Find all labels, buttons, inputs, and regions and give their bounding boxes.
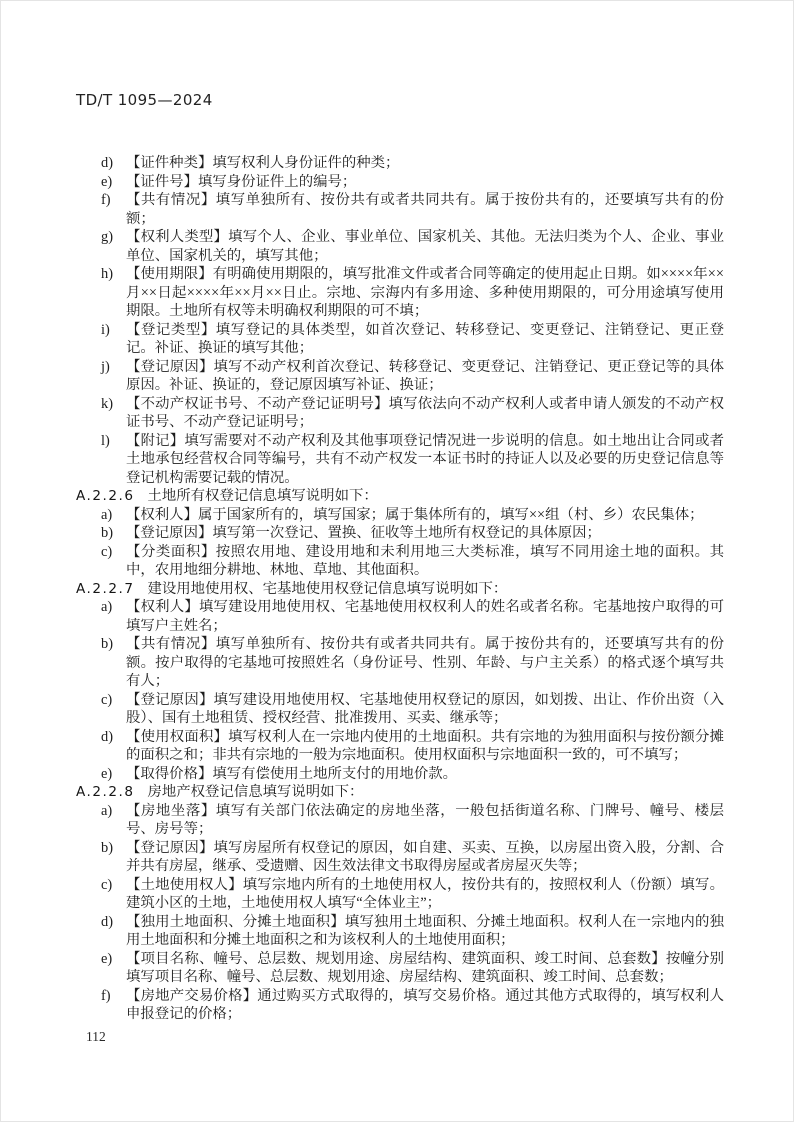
list-item	[76, 987, 724, 1024]
section-number: A.2.2.7	[76, 580, 135, 597]
list-item	[76, 432, 724, 488]
list-item-marker: a)	[101, 599, 113, 615]
list-item	[76, 913, 724, 950]
list-item	[76, 950, 724, 987]
list-item-text: 【登记原因】填写建设用地使用权、宅基地使用权登记的原因，如划拨、出让、作价出资（入股）、国有土地租赁、授权经营、批准拨用、买卖、继承等；	[126, 691, 724, 726]
list-item-marker: b)	[101, 525, 113, 541]
list-item-marker: c)	[101, 691, 113, 708]
list-item-text: 【登记类型】填写登记的具体类型，如首次登记、转移登记、变更登记、注销登记、更正登记。补证、换证的填写其他；	[126, 321, 724, 356]
list-item-marker: b)	[101, 839, 113, 856]
list-item-text: 【权利人】填写建设用地使用权、宅基地使用权权利人的姓名或者名称。宅基地按户取得的可填写户主姓名；	[126, 599, 724, 634]
list-item-text: 【项目名称、幢号、总层数、规划用途、房屋结构、建筑面积、竣工时间、总套数】按幢分别填写项目名称、幢号、总层数、规划用途、房屋结构、建筑面积、竣工时间、总套数；	[126, 950, 724, 985]
list-item	[76, 728, 724, 765]
list-item	[76, 543, 724, 580]
list-item-text: 【附记】填写需要对不动产权利及其他事项登记情况进一步说明的信息。如土地出让合同或者土地承包经营权合同等编号，共有不动产权发一本证书时的持证人以及必要的历史登记信息等登记机构需要记载的情况。	[126, 432, 724, 486]
list-item-marker: i)	[101, 321, 110, 338]
list-item-marker: g)	[101, 229, 113, 245]
list-item-marker: h)	[101, 266, 113, 282]
list-item-marker: e)	[101, 765, 113, 782]
list-item-text: 【房地坐落】填写有关部门依法确定的房地坐落，一般包括街道名称、门牌号、幢号、楼层号、房号等；	[126, 802, 724, 837]
list-item-text: 【共有情况】填写单独所有、按份共有或者共同共有。属于按份共有的，还要填写共有的份额；	[126, 192, 724, 227]
list-item	[76, 173, 724, 192]
list-item-marker: k)	[101, 395, 113, 412]
list-item	[76, 802, 724, 839]
list-item	[76, 395, 724, 432]
list-item-marker: d)	[101, 728, 113, 745]
list-item-text: 【登记原因】填写第一次登记、置换、征收等土地所有权登记的具体原因；	[126, 525, 601, 541]
list-item-text: 【使用权面积】填写权利人在一宗地内使用的土地面积。共有宗地的为独用面积与按份额分摊的面积之和；非共有宗地的一般为宗地面积。使用权面积与宗地面积一致的，可不填写；	[126, 728, 724, 763]
list-item-marker: a)	[101, 802, 113, 819]
list-item-marker: d)	[101, 155, 113, 171]
list-item	[76, 358, 724, 395]
list-item	[76, 154, 724, 173]
list-item	[76, 635, 724, 691]
list-item-marker: a)	[101, 506, 113, 523]
list-item-text: 【不动产权证书号、不动产登记证明号】填写依法向不动产权利人或者申请人颁发的不动产权证书号、不动产登记证明号；	[126, 395, 724, 430]
section-heading	[76, 487, 724, 506]
section-number: A.2.2.6	[76, 488, 135, 504]
list-item	[76, 839, 724, 876]
list-item	[76, 506, 724, 525]
list-item-text: 【取得价格】填写有偿使用土地所支付的用地价款。	[126, 765, 457, 782]
list-item	[76, 598, 724, 635]
list-item-text: 【证件号】填写身份证件上的编号；	[126, 173, 357, 190]
list-item	[76, 876, 724, 913]
list-item-marker: e)	[101, 173, 113, 190]
standard-number: TD/T 1095—2024	[76, 91, 213, 109]
list-item-marker: d)	[101, 913, 113, 930]
list-item-text: 【分类面积】按照农用地、建设用地和未利用地三大类标准，填写不同用途土地的面积。其中，农用地细分耕地、林地、草地、其他面积。	[126, 543, 724, 578]
section-title: 建设用地使用权、宅基地使用权登记信息填写说明如下：	[147, 580, 508, 597]
section-heading	[76, 580, 724, 599]
list-item-marker: e)	[101, 950, 113, 967]
list-item-text: 【共有情况】填写单独所有、按份共有或者共同共有。属于按份共有的，还要填写共有的份额。按户取得的宅基地可按照姓名（身份证号、性别、年龄、与户主关系）的格式逐个填写共有人；	[126, 636, 724, 689]
section-title: 房地产权登记信息填写说明如下：	[147, 784, 364, 800]
list-item-text: 【登记原因】填写不动产权利首次登记、转移登记、变更登记、注销登记、更正登记等的具体原因。补证、换证的，登记原因填写补证、换证；	[126, 358, 724, 393]
list-item	[76, 321, 724, 358]
list-item-marker: f)	[101, 987, 111, 1004]
list-item	[76, 191, 724, 228]
list-item	[76, 228, 724, 265]
list-item-text: 【使用期限】有明确使用期限的，填写批准文件或者合同等确定的使用起止日期。如××××年××月××日起××××年××月××日止。宗地、宗海内有多用途、多种使用期限的，可分用途填写使用期限。土地所有权等未明确权利期限的可不填；	[126, 266, 724, 319]
list-item-text: 【房地产交易价格】通过购买方式取得的，填写交易价格。通过其他方式取得的，填写权利人申报登记的价格；	[126, 987, 724, 1022]
list-item-text: 【权利人类型】填写个人、企业、事业单位、国家机关、其他。无法归类为个人、企业、事业单位、国家机关的，填写其他；	[126, 229, 724, 264]
list-item-text: 【登记原因】填写房屋所有权登记的原因，如自建、买卖、互换，以房屋出资入股，分割、合并共有房屋，继承、受遗赠、因生效法律文书取得房屋或者房屋灭失等；	[126, 839, 724, 874]
section-title: 土地所有权登记信息填写说明如下：	[147, 488, 378, 504]
section-heading	[76, 783, 724, 802]
section-number: A.2.2.8	[76, 784, 135, 800]
page-number: 112	[86, 1029, 106, 1044]
list-item-marker: c)	[101, 876, 113, 893]
list-item-text: 【独用土地面积、分摊土地面积】填写独用土地面积、分摊土地面积。权利人在一宗地内的独用土地面积和分摊土地面积之和为该权利人的土地使用面积；	[126, 913, 724, 948]
list-item-marker: b)	[101, 636, 113, 652]
list-item	[76, 691, 724, 728]
list-item	[76, 765, 724, 784]
document-body	[76, 154, 724, 1024]
list-item-marker: j)	[101, 358, 110, 375]
list-item-marker: f)	[101, 192, 111, 208]
list-item-text: 【权利人】属于国家所有的，填写国家；属于集体所有的，填写××组（村、乡）农民集体；	[126, 506, 704, 523]
list-item-text: 【证件种类】填写权利人身份证件的种类；	[126, 155, 400, 171]
list-item-text: 【土地使用权人】填写宗地内所有的土地使用权人，按份共有的，按照权利人（份额）填写。建筑小区的土地，土地使用权人填写“全体业主”；	[126, 876, 724, 911]
list-item-marker: c)	[101, 543, 113, 560]
list-item-marker: l)	[101, 432, 110, 449]
list-item	[76, 524, 724, 543]
list-item	[76, 265, 724, 321]
